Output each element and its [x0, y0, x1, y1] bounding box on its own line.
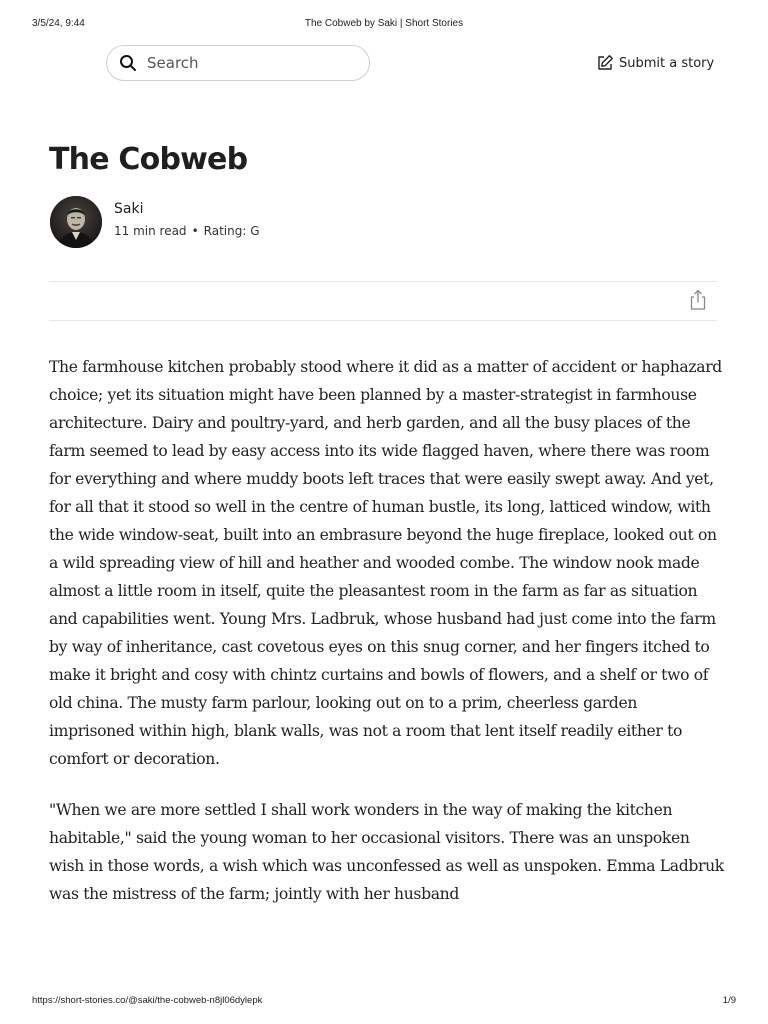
submit-story-button[interactable] — [596, 53, 714, 73]
meta-separator: • — [191, 224, 199, 238]
page-title: The Cobweb — [49, 142, 248, 177]
print-page-title: The Cobweb by Saki | Short Stories — [304, 18, 464, 29]
rating: Rating: G — [203, 224, 260, 238]
print-datetime: 3/5/24, 9:44 — [32, 18, 85, 29]
share-button[interactable] — [688, 290, 708, 314]
print-url: https://short-stories.co/@saki/the-cobweb-n8jl06dylepk — [32, 995, 263, 1006]
read-time: 11 min read — [114, 224, 187, 238]
story-body — [49, 353, 725, 931]
story-paragraph: "When we are more settled I shall work wonders in the way of making the kitchen habitable," said the young woman to her occasional visitors. There was an unspoken wish in those words, a wish which was unconfessed as well as unspoken. Emma Ladbruk was the mistress of the farm; jointly with her husband — [49, 801, 724, 903]
print-footer — [0, 995, 768, 1009]
author-avatar[interactable] — [50, 196, 102, 248]
author-name[interactable]: Saki — [114, 201, 144, 217]
divider-top — [49, 281, 717, 282]
article-meta — [114, 224, 260, 238]
print-page-number: 1/9 — [722, 995, 736, 1006]
search-bar[interactable] — [106, 45, 370, 81]
share-icon — [689, 289, 707, 316]
edit-icon — [596, 54, 614, 72]
submit-story-label: Submit a story — [619, 55, 715, 71]
story-paragraph: The farmhouse kitchen probably stood where it did as a matter of accident or haphazard choice; yet its situation might have been planned by a master-strategist in farmhouse architecture. Dairy and poultry-yard, and herb garden, and all the busy places of the farm seemed to lead by easy access into its wide flagged haven, where there was room for everything and where muddy boots left traces that were easily swept away. And yet, for all that it stood so well in the centre of human bustle, its long, latticed window, with the wide window-seat, built into an embrasure beyond the huge fireplace, looked out on a wild spreading view of hill and heather and wooded combe. The window nook made almost a little room in itself, quite the pleasantest room in the farm as far as situation and capabilities went. Young Mrs. Ladbruk, whose husband had just come into the farm by way of inheritance, cast covetous eyes on this snug corner, and her fingers itched to make it bright and cosy with chintz curtains and bowls of flowers, and a shelf or two of old china. The musty farm parlour, looking out on to a prim, cheerless garden imprisoned within high, blank walls, was not a room that lent itself readily either to comfort or decoration. — [49, 358, 722, 768]
print-header — [0, 18, 768, 32]
search-icon — [119, 54, 137, 72]
divider-bottom — [49, 320, 717, 321]
search-input[interactable] — [147, 54, 347, 72]
